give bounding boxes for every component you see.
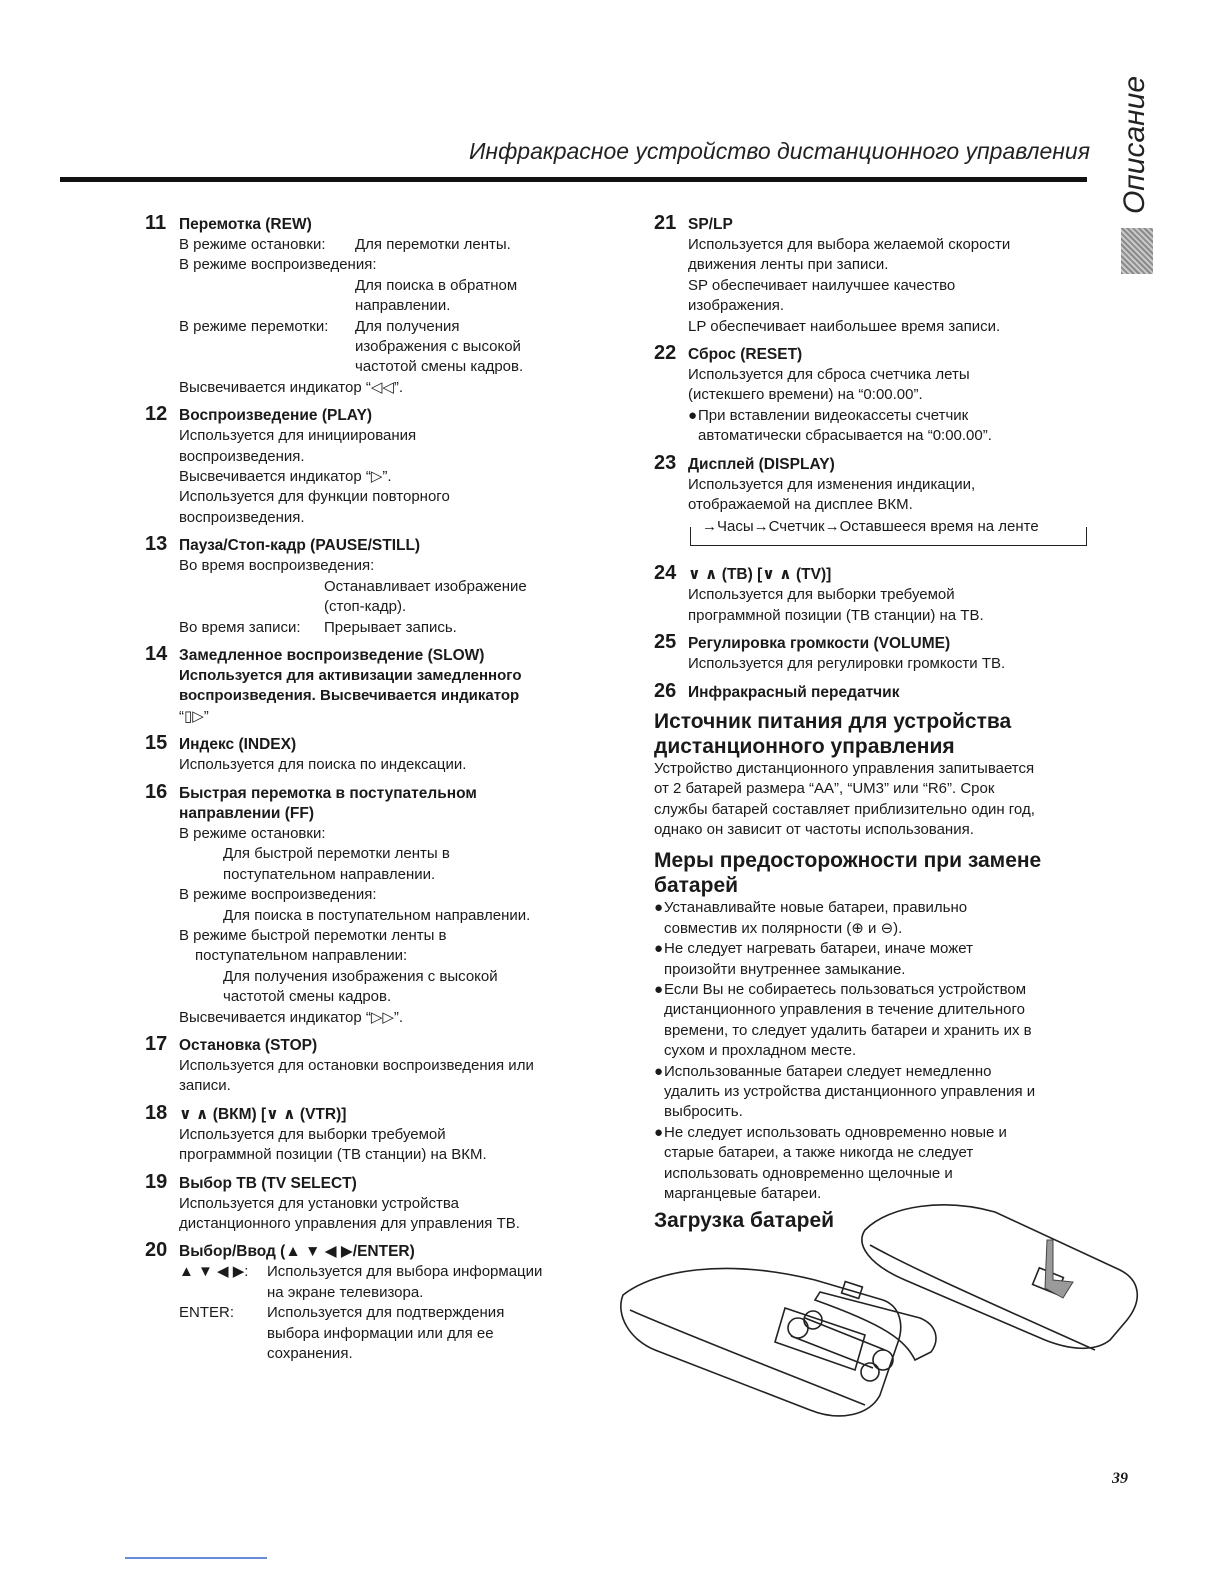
item-number: 24 [654, 562, 677, 585]
item-text: (истекшего времени) на “0:00.00”. [688, 386, 923, 404]
item-text: В режиме воспроизведения: [179, 886, 377, 904]
item-text: Используется для выбора желаемой скорости [688, 236, 1011, 253]
item-title: Воспроизведение (PLAY) [179, 407, 373, 425]
item-text: В режиме воспроизведения: [179, 256, 377, 274]
item-text: частотой смены кадров. [355, 358, 524, 376]
item-text: В режиме быстрой перемотки ленты в [179, 926, 447, 944]
section-heading: дистанционного управления [654, 734, 955, 758]
bullet-icon: ● [688, 406, 698, 424]
item-18 [145, 1103, 595, 1166]
item-16 [145, 782, 595, 1028]
item-text: направлении. [355, 297, 451, 315]
item-text: Используется для инициирования [179, 427, 417, 445]
bullet-text: удалить из устройства дистанционного управления и [664, 1082, 1036, 1100]
item-text: Используется для активизации замедленного [179, 666, 522, 684]
display-cycle-diagram [688, 517, 1099, 557]
battery-cover [815, 1292, 936, 1360]
item-text: Используется для остановки воспроизведения или [179, 1057, 534, 1074]
item-22 [654, 343, 1099, 447]
item-title: направлении (FF) [179, 804, 315, 822]
item-text: воспроизведения. Высвечивается индикатор [179, 687, 520, 705]
item-text: программной позиции (ТВ станции) на ТВ. [688, 606, 984, 624]
item-text: В режиме остановки: [179, 824, 326, 842]
bullet-icon: ● [654, 899, 664, 917]
item-number: 18 [145, 1101, 168, 1124]
item-text: выбора информации или для ее [267, 1324, 494, 1342]
item-text: В режиме перемотки: [179, 317, 329, 335]
bullet-text: Не следует нагревать батареи, иначе может [664, 940, 973, 958]
bullet-text: выбросить. [664, 1103, 743, 1121]
item-text: SP обеспечивает наилучшее качество [688, 276, 956, 294]
item-text: автоматически сбрасывается на “0:00.00”. [698, 427, 992, 445]
item-text: Высвечивается индикатор “◁◁”. [179, 378, 404, 396]
item-text: При вставлении видеокассеты счетчик [698, 406, 969, 424]
item-text: Для получения [355, 317, 460, 335]
item-text: сохранения. [267, 1345, 353, 1363]
item-17 [145, 1034, 595, 1097]
item-title: Перемотка (REW) [179, 216, 312, 233]
side-tab-label: Описание [1118, 75, 1151, 215]
item-number: 22 [654, 342, 677, 365]
item-25 [654, 632, 1099, 674]
item-text: частотой смены кадров. [223, 988, 392, 1006]
bullet-text: Не следует использовать одновременно новые и [664, 1123, 1007, 1141]
item-number: 11 [145, 212, 167, 234]
item-text: записи. [179, 1077, 231, 1095]
section-heading: Меры предосторожности при замене [654, 849, 1042, 873]
item-title: Пауза/Стоп-кадр (PAUSE/STILL) [179, 537, 421, 555]
item-title: Быстрая перемотка в поступательном [179, 784, 477, 802]
item-text: Используется для подтверждения [267, 1304, 505, 1322]
remote-body-right [862, 1205, 1137, 1348]
item-title: ∨ ∧ (ТВ) [∨ ∧ (TV)] [688, 566, 832, 584]
item-text: изображения. [688, 297, 785, 315]
bullet-text: дистанционного управления в течение длительного [664, 1001, 1025, 1019]
slide-arrow-icon [1045, 1240, 1073, 1298]
item-title: Остановка (STOP) [179, 1037, 318, 1054]
item-title: Дисплей (DISPLAY) [688, 455, 835, 473]
bullet-text: сухом и прохладном месте. [664, 1042, 857, 1060]
item-title: Выбор ТВ (TV SELECT) [179, 1174, 357, 1192]
item-number: 16 [145, 780, 168, 803]
bullet-text: совместив их полярности (⊕ и ⊖). [664, 919, 903, 937]
loading-heading: Загрузка батарей [654, 1209, 835, 1233]
item-key: ▲ ▼ ◀ ▶: [179, 1263, 249, 1281]
page-header-title: Инфракрасное устройство дистанционного управления [468, 138, 1090, 164]
item-text: поступательном направлении: [195, 947, 408, 965]
battery-loading-illustration [615, 1200, 1145, 1430]
item-title: Инфракрасный передатчик [688, 683, 900, 701]
item-text: Высвечивается индикатор “▷▷”. [179, 1008, 404, 1026]
item-title: Замедленное воспроизведение (SLOW) [179, 646, 485, 664]
item-text: на экране телевизора. [267, 1283, 424, 1301]
paragraph-text: Устройство дистанционного управления запитывается [654, 759, 1035, 777]
bullet-icon: ● [654, 1062, 664, 1080]
item-text: отображаемой на дисплее ВКМ. [688, 496, 913, 514]
item-text: Используется для выбора информации [267, 1263, 543, 1281]
item-19 [145, 1172, 595, 1235]
bullet-text: Устанавливайте новые батареи, правильно [664, 899, 968, 917]
item-20 [145, 1240, 595, 1364]
item-text: Для поиска в поступательном направлении. [223, 906, 531, 924]
header-rule [60, 177, 1087, 182]
right-column [654, 213, 1099, 1233]
item-15 [145, 733, 595, 775]
scan-edge-line [125, 1557, 267, 1559]
remote-body-left [621, 1268, 901, 1415]
bullet-text: Если Вы не собираетесь пользоваться устройством [664, 980, 1027, 998]
item-text: Для перемотки ленты. [355, 236, 511, 253]
item-text: Используется для изменения индикации, [688, 475, 976, 493]
section-heading: Источник питания для устройства [654, 709, 1012, 733]
item-text: Во время записи: [179, 618, 301, 636]
item-title: Выбор/Ввод (▲ ▼ ◀ ▶/ENTER) [179, 1243, 415, 1261]
item-title: SP/LP [688, 216, 733, 233]
item-text: “▯▷” [179, 707, 209, 725]
item-text: воспроизведения. [179, 447, 305, 465]
item-text: Используется для сброса счетчика леты [688, 366, 970, 384]
bullet-text: использовать одновременно щелочные и [664, 1164, 953, 1182]
power-section [654, 709, 1099, 841]
item-key: ENTER: [179, 1304, 235, 1322]
item-text: Для поиска в обратном [355, 276, 518, 294]
left-column [145, 213, 595, 1370]
item-number: 23 [654, 451, 677, 474]
item-number: 17 [145, 1033, 168, 1055]
item-text: Используется для функции повторного [179, 488, 450, 506]
item-text: Используется для установки устройства [179, 1194, 460, 1212]
bullet-icon: ● [654, 1123, 664, 1141]
item-text: Прерывает запись. [324, 618, 457, 636]
item-title: ∨ ∧ (ВКМ) [∨ ∧ (VTR)] [179, 1105, 347, 1123]
item-number: 19 [145, 1170, 168, 1193]
item-title: Регулировка громкости (VOLUME) [688, 635, 951, 653]
item-number: 25 [654, 631, 677, 654]
item-text: Останавливает изображение [324, 577, 527, 595]
battery-minus-terminal [861, 1363, 879, 1381]
bullet-text: марганцевые батареи. [664, 1185, 822, 1202]
bullet-text: времени, то следует удалить батареи и хранить их в [664, 1021, 1032, 1039]
item-title: Сброс (RESET) [688, 346, 803, 364]
item-number: 26 [654, 679, 677, 702]
page-number: 39 [1112, 1470, 1128, 1487]
item-21 [654, 213, 1099, 337]
item-text: Используется для поиска по индексации. [179, 756, 467, 774]
item-text: Для быстрой перемотки ленты в [223, 845, 450, 863]
battery-plus-terminal [873, 1350, 893, 1370]
item-text: воспроизведения. [179, 508, 305, 526]
item-text: поступательном направлении. [223, 865, 436, 883]
precautions-section [654, 848, 1099, 1204]
item-text: Используется для выборки требуемой [688, 586, 955, 604]
item-12 [145, 404, 595, 528]
item-number: 13 [145, 533, 168, 556]
cycle-text: →Часы→Счетчик→Оставшееся время на ленте [702, 517, 1043, 537]
item-text: Используется для выборки требуемой [179, 1125, 446, 1143]
item-23 [654, 453, 1099, 558]
item-text: изображения с высокой [355, 338, 521, 356]
item-24 [654, 563, 1099, 626]
bullet-text: произойти внутреннее замыкание. [664, 960, 906, 978]
item-text: Во время воспроизведения: [179, 557, 375, 575]
bullet-icon: ● [654, 940, 664, 958]
item-number: 14 [145, 642, 168, 665]
item-text: Для получения изображения с высокой [223, 967, 498, 985]
item-text: LP обеспечивает наибольшее время записи. [688, 317, 1001, 335]
item-text: Высвечивается индикатор “▷”. [179, 468, 392, 486]
item-number: 20 [145, 1239, 168, 1262]
paragraph-text: однако он зависит от частоты использования. [654, 820, 974, 838]
bullet-text: Использованные батареи следует немедленно [664, 1062, 992, 1080]
paragraph-text: от 2 батарей размера “AA”, “UM3” или “R6”. Срок [654, 780, 995, 798]
bullet-icon: ● [654, 980, 664, 998]
item-text: Используется для регулировки громкости ТВ. [688, 655, 1006, 673]
item-26 [654, 681, 1099, 703]
item-text: (стоп-кадр). [324, 598, 407, 616]
item-text: дистанционного управления для управления ТВ. [179, 1215, 520, 1233]
item-number: 21 [654, 212, 677, 234]
side-tab-shade [1121, 228, 1153, 274]
item-number: 15 [145, 732, 168, 755]
section-heading: батарей [654, 874, 739, 898]
item-text: В режиме остановки: [179, 236, 326, 253]
item-13 [145, 534, 595, 638]
paragraph-text: службы батарей составляет приблизительно один год, [654, 800, 1035, 818]
item-number: 12 [145, 403, 168, 426]
bullet-text: старые батареи, а также никогда не следует [664, 1144, 974, 1162]
item-11 [145, 213, 595, 398]
item-text: движения ленты при записи. [688, 256, 889, 274]
side-tab [1105, 60, 1165, 230]
item-14 [145, 644, 595, 727]
battery-plus-terminal [788, 1318, 808, 1338]
item-text: программной позиции (ТВ станции) на ВКМ. [179, 1146, 487, 1164]
item-title: Индекс (INDEX) [179, 736, 297, 754]
